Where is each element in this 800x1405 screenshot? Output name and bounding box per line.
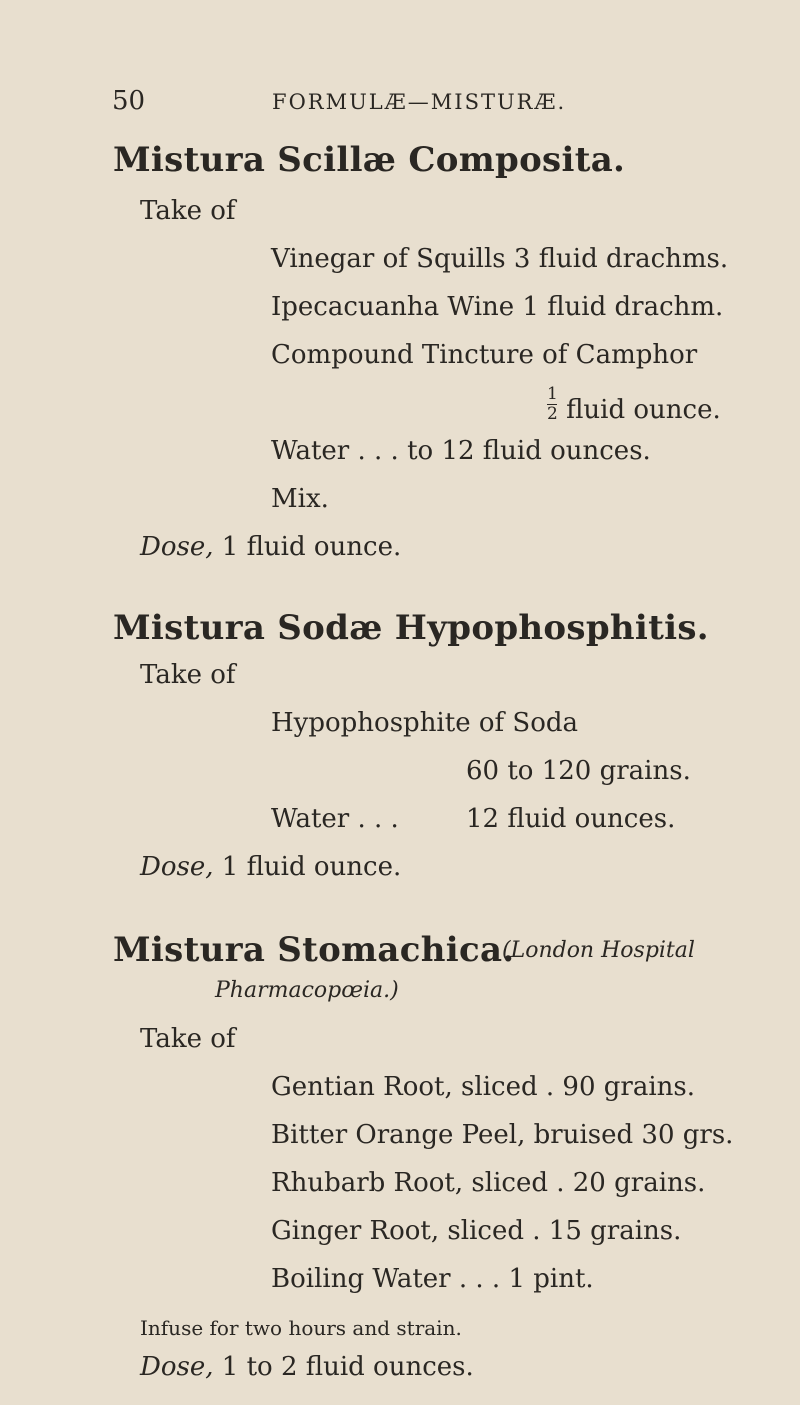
ingredient-line: Ipecacuanha Wine 1 fluid drachm. <box>271 292 724 322</box>
instruction-line: Infuse for two hours and strain. <box>140 1316 462 1340</box>
dose-label: Dose, <box>140 1352 214 1382</box>
dose-line <box>140 532 401 562</box>
ingredient-line: Water . . . <box>271 804 399 834</box>
ingredient-quantity: 12 fluid ounces. <box>466 804 676 834</box>
ingredient-quantity: $\frac{1}{2}$ fluid ounce. <box>547 384 721 425</box>
source-reference: Pharmacopœia.) <box>215 978 399 1003</box>
dose-label: Dose, <box>140 532 214 562</box>
running-title: FORMULÆ—MISTURÆ. <box>272 90 567 114</box>
dose-value: 1 fluid ounce. <box>221 852 402 882</box>
source-reference: (London Hospital <box>502 938 695 963</box>
ingredient-line: Vinegar of Squills 3 fluid drachms. <box>271 244 729 274</box>
dose-value: 1 fluid ounce. <box>221 532 402 562</box>
page-number: 50 <box>112 86 146 116</box>
dose-line <box>140 852 401 882</box>
ingredient-line: Gentian Root, sliced . 90 grains. <box>271 1072 695 1102</box>
ingredient-line: Water . . . to 12 fluid ounces. <box>271 436 651 466</box>
section-title: Mistura Stomachica. <box>113 930 515 970</box>
section-title: Mistura Scillæ Composita. <box>113 140 626 180</box>
dose-line <box>140 1352 474 1382</box>
section-title: Mistura Sodæ Hypophosphitis. <box>113 608 709 648</box>
ingredient-line: Compound Tincture of Camphor <box>271 340 698 370</box>
take-of-label: Take of <box>140 1024 236 1054</box>
dose-label: Dose, <box>140 852 214 882</box>
ingredient-line: Rhubarb Root, sliced . 20 grains. <box>271 1168 706 1198</box>
ingredient-line: Boiling Water . . . 1 pint. <box>271 1264 594 1294</box>
ingredient-line: Ginger Root, sliced . 15 grains. <box>271 1216 682 1246</box>
ingredient-quantity: 60 to 120 grains. <box>466 756 691 786</box>
dose-value: 1 to 2 fluid ounces. <box>221 1352 474 1382</box>
ingredient-line: Hypophosphite of Soda <box>271 708 578 738</box>
ingredient-line: Bitter Orange Peel, bruised 30 grs. <box>271 1120 734 1150</box>
take-of-label: Take of <box>140 196 236 226</box>
half-fraction: $\frac{1}{2}$ <box>547 384 558 424</box>
take-of-label: Take of <box>140 660 236 690</box>
instruction-line: Mix. <box>271 484 329 514</box>
